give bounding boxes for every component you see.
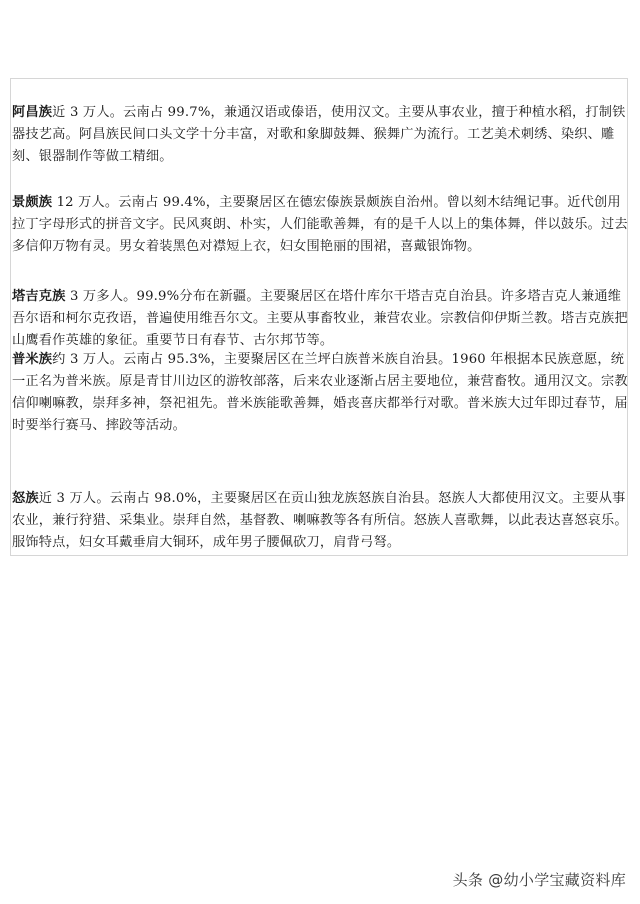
entry-text: 3 万多人。99.9%分布在新疆。主要聚居区在塔什库尔干塔吉克自治县。许多塔吉克人兼通维吾尔语和柯尔克孜语，普遍使用维吾尔文。主要从事畜牧业，兼营农业。宗教信仰伊斯兰教。塔吉克族把山鹰看作英雄的象征。重要节日有春节、古尔邦节等。 [12, 289, 628, 348]
entry-name: 塔吉克族 [12, 289, 66, 304]
entry-text: 约 3 万人。云南占 95.3%，主要聚居区在兰坪白族普米族自治县。1960 年根据本民族意愿，统一正名为普米族。原是青甘川边区的游牧部落，后来农业逐渐占居主要地位，兼营畜牧。通用汉文。宗教信仰喇嘛教，崇拜多神，祭祀祖先。普米族能歌善舞，婚丧喜庆都举行对歌。普米族大过年即过春节，届时要举行赛马、摔跤等活动。 [12, 352, 628, 433]
entry-name: 景颇族 [12, 195, 53, 210]
entry-text: 近 3 万人。云南占 99.7%，兼通汉语或傣语，使用汉文。主要从事农业，擅于种植水稻，打制铁器技艺高。阿昌族民间口头文学十分丰富，对歌和象脚鼓舞、猴舞广为流行。工艺美术刺绣、染织、雕刻、银器制作等做工精细。 [12, 105, 626, 164]
entry-achang [12, 102, 632, 168]
source-watermark: 头条 @幼小学宝藏资料库 [452, 871, 626, 889]
entry-text: 近 3 万人。云南占 98.0%，主要聚居区在贡山独龙族怒族自治县。怒族人大都使用汉文。主要从事农业，兼行狩猎、采集业。崇拜自然，基督教、喇嘛教等各有所信。怒族人喜歌舞，以此表达喜怒哀乐。服饰特点，妇女耳戴垂肩大铜环，成年男子腰佩砍刀，肩背弓弩。 [12, 491, 628, 550]
entry-name: 阿昌族 [12, 105, 53, 120]
entry-tajik [12, 286, 632, 352]
entry-name: 普米族 [12, 352, 53, 367]
entry-text: 12 万人。云南占 99.4%，主要聚居区在德宏傣族景颇族自治州。曾以刻木结绳记事。近代创用拉丁字母形式的拼音文字。民风爽朗、朴实，人们能歌善舞，有的是千人以上的集体舞，伴以鼓乐。过去多信仰万物有灵。男女着装黑色对襟短上衣，妇女围艳丽的围裙，喜戴银饰物。 [12, 195, 628, 254]
entry-name: 怒族 [12, 491, 39, 506]
entry-jingpo [12, 192, 632, 258]
entry-nu [12, 488, 632, 554]
entry-pumi [12, 349, 632, 437]
